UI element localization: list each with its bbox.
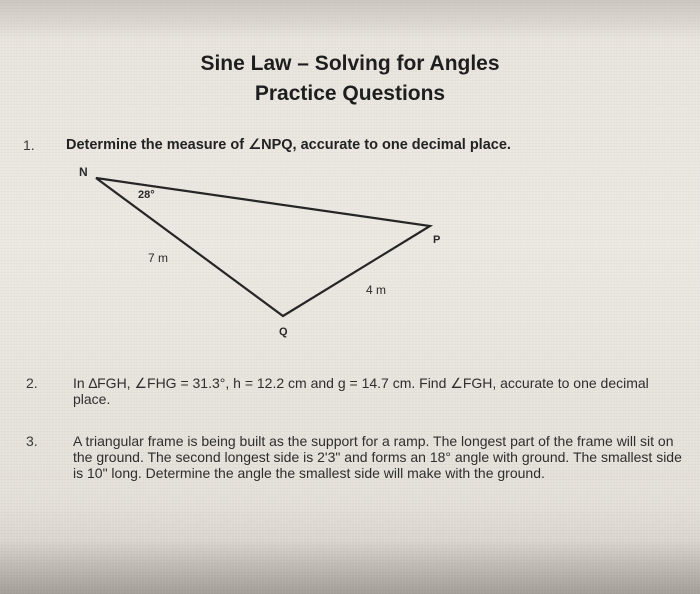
question-3-text: A triangular frame is being built as the support for a ramp. The longest part of the frame will sit on the ground. The second longest side is 2'3" and forms an 18° angle with ground. The smallest side is 10" long. Determine the angle the smallest side will make with the ground. <box>73 433 682 481</box>
worksheet-subtitle: Practice Questions <box>254 82 446 105</box>
side-nq-label: 7 m <box>148 251 169 265</box>
question-1-text: Determine the measure of ∠NPQ, accurate to one decimal place. <box>66 137 511 153</box>
vertex-p-label: P <box>433 234 441 246</box>
question-3-number: 3. <box>26 433 38 449</box>
question-1-number: 1. <box>23 137 35 153</box>
side-pq-label: 4 m <box>366 283 387 297</box>
vertex-q-label: Q <box>279 326 288 338</box>
worksheet-title: Sine Law – Solving for Angles <box>200 52 500 75</box>
question-2-text: In ∆FGH, ∠FHG = 31.3°, h = 12.2 cm and g = 14.7 cm. Find ∠FGH, accurate to one decimal place. <box>73 375 649 407</box>
angle-n-label: 28° <box>138 189 155 201</box>
vertex-n-label: N <box>79 165 88 179</box>
question-2-number: 2. <box>26 375 38 391</box>
